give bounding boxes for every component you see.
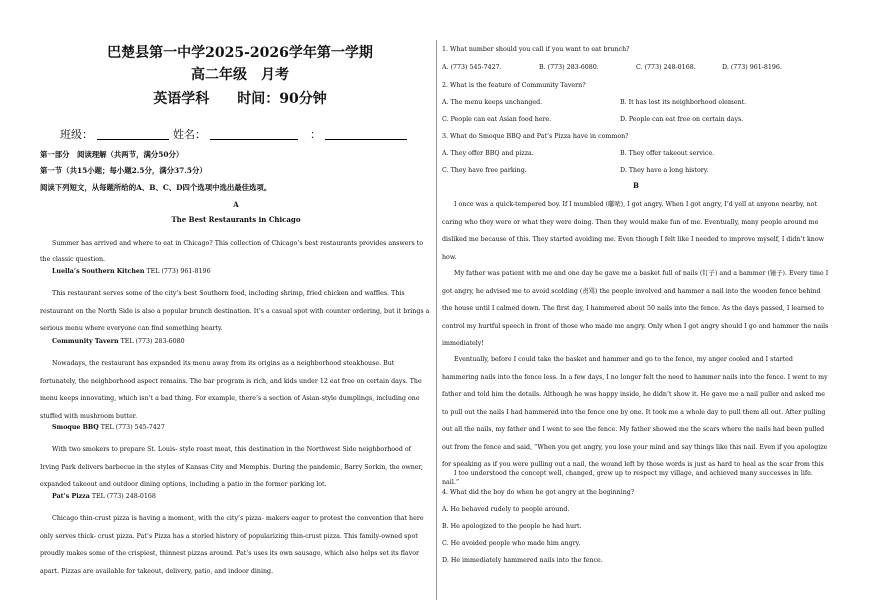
restaurant-4-header (40, 493, 432, 501)
class-label: 班级： (60, 128, 93, 141)
name-field[interactable] (210, 129, 298, 140)
passage-b-paragraph-1: I once was a quick-tempered boy. If I mumbled (嘟哝), I got angry. When I got angry, I’d yell at anyone nearby, not caring who they were or what they were doing. Then they would make fun of me. Eventually, many people around me disliked me because of this. They started avoiding me. Even though I felt like I needed to improve myself, I didn’t know how. (442, 201, 825, 261)
passage-a-title: The Best Restaurants in Chicago (171, 215, 301, 224)
restaurant-4-tel: TEL (773) 248-0168 (89, 493, 156, 500)
part1-heading: 第一部分 阅读理解（共两节，满分50分） (40, 150, 184, 159)
passage-b-paragraph-3: Eventually, before I could take the basket and hammer and go to the fence, my anger cooled and I started hammering nails into the fence less. In a few days, I no longer felt the need to hammer nails into the fence. I went to my father and told him the details. Although he was happy inside, he didn’t show it. He gave me a nail puller and asked me to pull out the nails I had hammered into the fence one by one. It took me a whole day to pull them all out. After pulling out all the nails, my father and I went to see the fence. My father showed me the scars where the nails had been pulled out from the fence and said, “When you get angry, you lose your mind and say things like this nail. Even if you apologize for speaking as if you were pulling out a nail, the wound left by those words is just as hard to heal as the scar from this nail.” (442, 356, 828, 486)
question-2-options-ab (442, 99, 830, 107)
exam-title: 巴楚县第一中学2025-2026学年第一学期 (107, 45, 373, 61)
q3-option-b[interactable]: B. They offer takeout service. (620, 150, 715, 157)
q1-option-c[interactable]: C. (773) 248-0168. (636, 64, 696, 71)
name-label: 姓名： (173, 128, 206, 141)
exam-subject-time: 英语学科 时间：90分钟 (153, 91, 327, 107)
passage-a-intro: Summer has arrived and where to eat in Chicago? This collection of Chicago’s best restaurants provides answers to the classic question. (40, 240, 424, 263)
question-3-options-cd (442, 167, 830, 175)
q2-option-d[interactable]: D. People can eat free on certain days. (620, 116, 744, 123)
restaurant-2-header (40, 338, 432, 346)
q3-option-d[interactable]: D. They have a long history. (620, 167, 709, 174)
q2-option-c[interactable]: C. People can eat Asian food here. (442, 116, 552, 123)
q1-option-d[interactable]: D. (773) 961-8196. (722, 64, 782, 71)
passage-a-letter: A (233, 200, 239, 209)
section1-heading: 第一节（共15小题；每小题2.5分，满分37.5分） (40, 166, 207, 175)
question-4: 4. What did the boy do when he got angry at the beginning? (442, 489, 635, 496)
passage-b-paragraph-4: I too understood the concept well, changed, grew up to respect my village, and achieved many successes in life. (454, 470, 813, 477)
question-1-options (442, 64, 830, 72)
question-2: 2. What is the feature of Community Tavern? (442, 82, 586, 89)
restaurant-1-name: Luella’s Southern Kitchen (52, 268, 145, 275)
question-1: 1. What number should you call if you want to eat brunch? (442, 46, 630, 53)
q4-option-c[interactable]: C. He avoided people who made him angry. (442, 540, 581, 547)
extra-field[interactable] (325, 129, 407, 140)
restaurant-3-header (40, 424, 432, 432)
colon-label: ： (310, 128, 321, 141)
question-2-options-cd (442, 116, 830, 124)
q2-option-b[interactable]: B. It has lost its neighborhood element. (620, 99, 747, 106)
q3-option-c[interactable]: C. They have free parking. (442, 167, 527, 174)
q1-option-b[interactable]: B. (773) 283-6080. (539, 64, 599, 71)
column-divider (436, 40, 437, 600)
restaurant-2-text: Nowadays, the restaurant has expanded its menu away from its origins as a neighborhood steakhouse. But fortunately, the neighborhood aspect remains. The bar program is rich, and kids under 12 eat free on certain days. The menu keeps innovating, which isn’t a bad thing. For example, there’s a section of Asian-style dumplings, including one stuffed with mushroom butter. (40, 360, 422, 420)
q4-option-d[interactable]: D. He immediately hammered nails into the fence. (442, 557, 603, 564)
restaurant-3-text: With two smokers to prepare St. Louis- style roast meat, this destination in the Northwest Side neighborhood of Irving Park delivers barbecue in the styles of Kansas City and Memphis. During the pandemic, Barry Sorkin, the owner, expanded takeout and outdoor dining options, including a patio in the former parking lot. (40, 446, 423, 488)
q4-option-b[interactable]: B. He apologized to the people he had hurt. (442, 523, 582, 530)
question-3-options-ab (442, 150, 830, 158)
q2-option-a[interactable]: A. The menu keeps unchanged. (442, 99, 543, 106)
restaurant-1-text: This restaurant serves some of the city’s best Southern food, including shrimp, fried chicken and waffles. This restaurant on the North Side is also a popular brunch destination. It’s a casual spot with counter ordering, but it brings a serious menu where everyone can find something hearty. (40, 290, 430, 332)
restaurant-2-name: Community Tavern (52, 338, 119, 345)
q3-option-a[interactable]: A. They offer BBQ and pizza. (442, 150, 534, 157)
passage-b-letter: B (633, 181, 639, 190)
restaurant-3-tel: TEL (773) 545-7427 (98, 424, 165, 431)
restaurant-4-name: Pat’s Pizza (52, 493, 90, 500)
exam-grade: 高二年级 月考 (191, 67, 289, 83)
question-3: 3. What do Smoque BBQ and Pat’s Pizza have in common? (442, 133, 629, 140)
student-info-line (60, 126, 407, 142)
restaurant-2-tel: TEL (773) 283-6080 (118, 338, 185, 345)
restaurant-1-tel: TEL (773) 961-8196 (144, 268, 211, 275)
instruction: 阅读下列短文，从每题所给的A、B、C、D四个选项中选出最佳选项。 (40, 183, 272, 192)
passage-b-paragraph-2: My father was patient with me and one day he gave me a basket full of nails (钉子) and a hammer (锤子). Every time I got angry, he advised me to avoid scolding (责骂) the people involved and hammer a nail into the wooden fence behind the house until I calmed down. The first day, I hammered about 50 nails into the fence. As the days passed, I learned to control my hurtful speech in front of those who made me angry. Only when I got angry should I go and hammer the nails immediately! (442, 270, 829, 347)
restaurant-3-name: Smoque BBQ (52, 424, 99, 431)
restaurant-4-text: Chicago thin-crust pizza is having a moment, with the city’s pizza- makers eager to protest the convention that here only serves thick- crust pizza. Pat’s Pizza has a storied history of popularizing thin-crust pizza. This family-owned spot proudly makes some of the crispiest, thinnest pizzas around. Pat’s uses its own sausage, which also helps set its flavor apart. Pizzas are available for takeout, delivery, patio, and indoor dining. (40, 515, 424, 575)
q1-option-a[interactable]: A. (773) 545-7427. (442, 64, 502, 71)
class-field[interactable] (97, 129, 169, 140)
restaurant-1-header (40, 268, 432, 276)
q4-option-a[interactable]: A. He behaved rudely to people around. (442, 506, 570, 513)
